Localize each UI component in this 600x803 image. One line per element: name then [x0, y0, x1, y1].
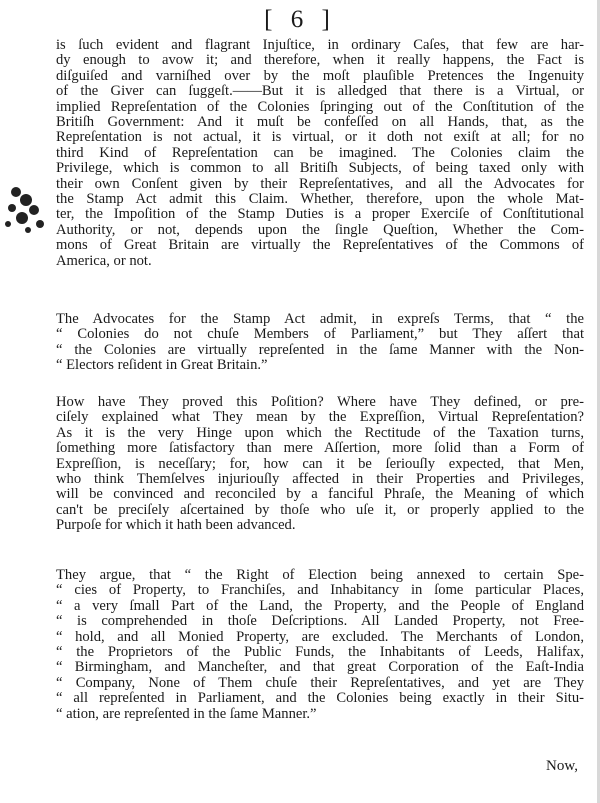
text-line: Authority, or not, depends upon the ſingle Queſtion, Whether the Com-	[56, 222, 584, 238]
text-line: “ the Colonies are virtually repreſented in the ſame Manner with the Non-	[56, 342, 584, 358]
text-line: diſguiſed and varniſhed over by the moſt plauſible Pretences the Ingenuity	[56, 68, 584, 84]
text-line: America, or not.	[56, 253, 152, 269]
text-line: is ſuch evident and flagrant Injuſtice, in ordinary Caſes, that few are har-	[56, 38, 584, 53]
text-line: Repreſentation is not actual, it is virtual, or it doth not exiſt at all; for no	[56, 130, 584, 146]
text-line: “ hold, and all Monied Property, are excluded. The Merchants of London,	[56, 629, 584, 645]
ink-blot-mark	[2, 180, 50, 240]
text-line: “ is comprehended in thoſe Deſcriptions. All Landed Property, not Free-	[56, 614, 584, 630]
text-line: will be convinced and reconciled by a fanciful Phraſe, the Meaning of which	[56, 487, 584, 503]
text-line: How have They proved this Poſition? Where have They defined, or pre-	[56, 395, 584, 410]
text-line: Expreſſion, is neceſſary; for, how can it be ſeriouſly expected, that Men,	[56, 456, 584, 472]
text-line: their own Conſent given by their Repreſentatives, and all the Advocates for	[56, 176, 584, 192]
text-line: “ Company, None of Them chuſe their Repreſentatives, and yet are They	[56, 675, 584, 691]
text-line: third Kind of Repreſentation can be imagined. The Colonies claim the	[56, 145, 584, 161]
text-line: “ cies of Property, to Franchiſes, and Inhabitancy in ſome particular Places,	[56, 583, 584, 599]
paragraph-4	[56, 568, 584, 722]
text-line: “ ation, are repreſented in the ſame Manner.”	[56, 706, 317, 722]
text-line: the Stamp Act admit this Claim. Whether, therefore, upon the whole Mat-	[56, 192, 584, 208]
text-line: As it is the very Hinge upon which the Rectitude of the Taxation turns,	[56, 425, 584, 441]
text-line: “ Colonies do not chuſe Members of Parliament,” but They aſſert that	[56, 327, 584, 343]
text-line: “ the Proprietors of the Public Funds, the Inhabitants of Leeds, Halifax,	[56, 645, 584, 661]
text-line: of the Giver can ſuggeſt.——But it is alledged that there is a Virtual, or	[56, 84, 584, 100]
text-line: ciſely explained what They mean by the Expreſſion, Virtual Repreſentation?	[56, 410, 584, 426]
text-line: The Advocates for the Stamp Act admit, in expreſs Terms, that “ the	[56, 312, 584, 327]
text-line: mons of Great Britain are virtually the Repreſentatives of the Commons of	[56, 238, 584, 254]
text-line: can't be preciſely aſcertained by thoſe who uſe it, or properly applied to the	[56, 502, 584, 518]
paragraph-3	[56, 395, 584, 534]
page-number: [ 6 ]	[264, 6, 336, 33]
text-line: ſomething more ſatisfactory than mere Aſſertion, more ſolid than a Form of	[56, 441, 584, 457]
text-line: Purpoſe for which it hath been advanced.	[56, 518, 296, 534]
catchword: Now,	[546, 758, 578, 774]
text-line: dy enough to avow it; and therefore, when it really happens, the Fact is	[56, 53, 584, 69]
text-line: Britiſh Government: And it muſt be confeſſed on all Hands, that, as the	[56, 115, 584, 131]
paragraph-1	[56, 38, 584, 269]
text-line: Privilege, which is common to all Britiſh Subjects, of being taxed only with	[56, 161, 584, 177]
paragraph-2	[56, 312, 584, 374]
text-line: ter, the Impoſition of the Stamp Duties is a proper Exerciſe of Conſtitutional	[56, 207, 584, 223]
text-line: “ all repreſented in Parliament, and the Colonies being exactly in their Situ-	[56, 691, 584, 707]
text-line: They argue, that “ the Right of Election being annexed to certain Spe-	[56, 568, 584, 583]
text-line: who think Themſelves injuriouſly affected in their Properties and Privileges,	[56, 472, 584, 488]
text-line: “ a very ſmall Part of the Land, the Property, and the People of England	[56, 598, 584, 614]
text-line: implied Repreſentation of the Colonies ſpringing out of the Conſtitution of the	[56, 99, 584, 115]
text-line: “ Birmingham, and Mancheſter, and that great Corporation of the Eaſt-India	[56, 660, 584, 676]
text-line: “ Electors reſident in Great Britain.”	[56, 358, 268, 374]
